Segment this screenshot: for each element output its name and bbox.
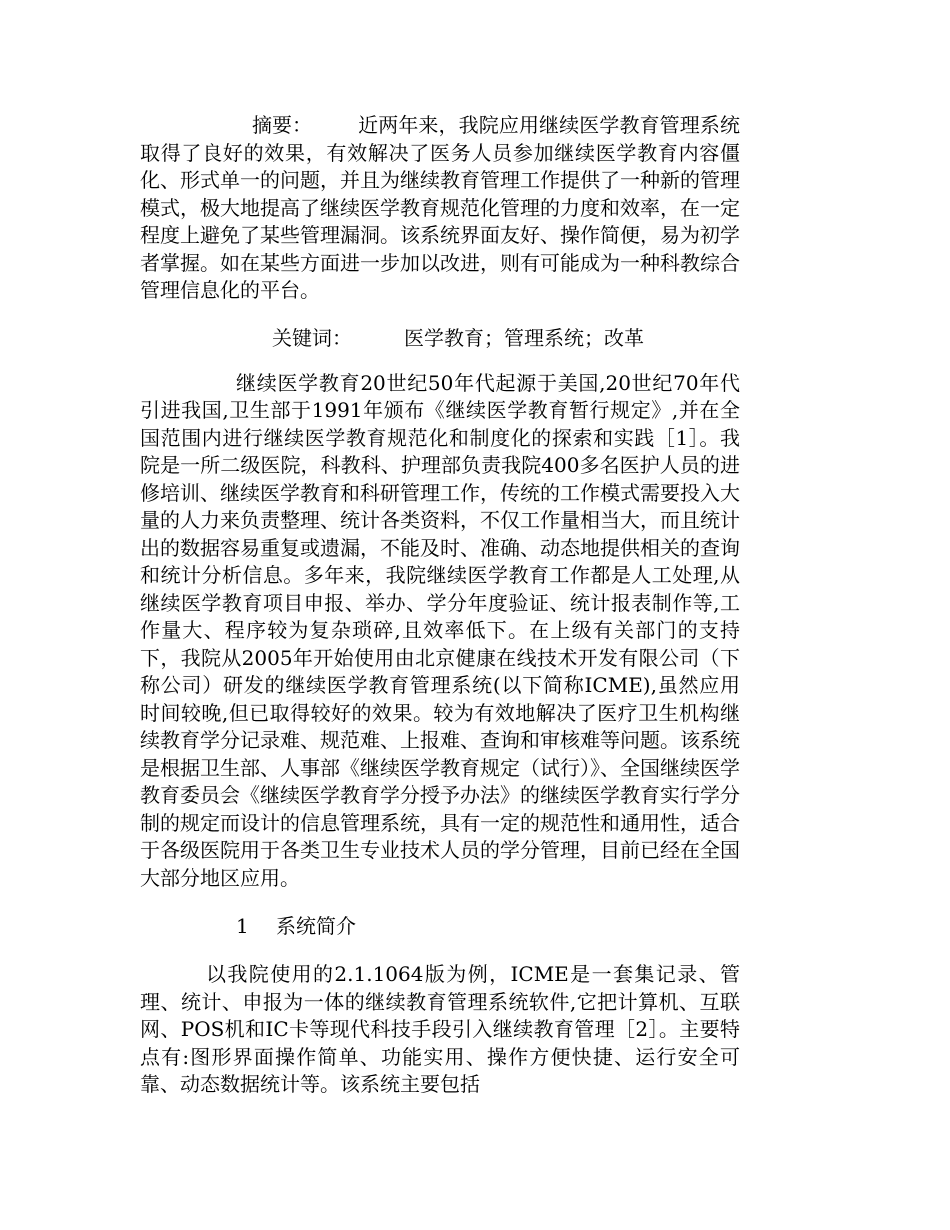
section-number: 1 (236, 914, 249, 938)
section-paragraph: 以我院使用的2.1.1064版为例，ICME是一套集记录、管理、统计、申报为一体的继续教育管理系统软件,它把计算机、互联网、POS机和IC卡等现代科技手段引入继续教育管理［2］。主要特点有:图形界面操作简单、功能实用、操作方便快捷、运行安全可靠、动态数据统计等。该系统主要包括 (140, 962, 740, 1096)
keywords-text: 医学教育；管理系统；改革 (404, 325, 644, 350)
abstract-paragraph (140, 112, 740, 305)
intro-paragraph: 继续医学教育20世纪50年代起源于美国,20世纪70年代引进我国,卫生部于1991年颁布《继续医学教育暂行规定》,并在全国范围内进行继续医学教育规范化和制度化的探索和实践［1］。我院是一所二级医院，科教科、护理部负责我院400多名医护人员的进修培训、继续医学教育和科研管理工作，传统的工作模式需要投入大量的人力来负责整理、统计各类资料，不仅工作量相当大，而且统计出的数据容易重复或遗漏，不能及时、准确、动态地提供相关的查询和统计分析信息。多年来，我院继续医学教育工作都是人工处理,从继续医学教育项目申报、举办、学分年度验证、统计报表制作等,工作量大、程序较为复杂琐碎,且效率低下。在上级有关部门的支持下，我院从2005年开始使用由北京健康在线技术开发有限公司（下称公司）研发的继续医学教育管理系统(以下简称ICME),虽然应用时间较晚,但已取得较好的效果。较为有效地解决了医疗卫生机构继续教育学分记录难、规范难、上报难、查询和审核难等问题。该系统是根据卫生部、人事部《继续医学教育规定（试行）》、全国继续医学教育委员会《继续医学教育学分授予办法》的继续医学教育实行学分制的规定而设计的信息管理系统，具有一定的规范性和通用性，适合于各级医院用于各类卫生专业技术人员的学分管理，目前已经在全国大部分地区应用。 (140, 370, 740, 890)
section-title: 系统简介 (276, 914, 356, 938)
abstract-label: 摘要： (252, 113, 312, 137)
keywords-line (140, 323, 740, 353)
section-heading (140, 911, 740, 941)
document-page (140, 112, 740, 1099)
keywords-label: 关键词： (272, 325, 352, 350)
abstract-text: 近两年来，我院应用继续医学教育管理系统取得了良好的效果，有效解决了医务人员参加继续医学教育内容僵化、形式单一的问题，并且为继续教育管理工作提供了一种新的管理模式，极大地提高了继续医学教育规范化管理的力度和效率，在一定程度上避免了某些管理漏洞。该系统界面友好、操作简便，易为初学者掌握。如在某些方面进一步加以改进，则有可能成为一种科教综合管理信息化的平台。 (140, 113, 740, 302)
